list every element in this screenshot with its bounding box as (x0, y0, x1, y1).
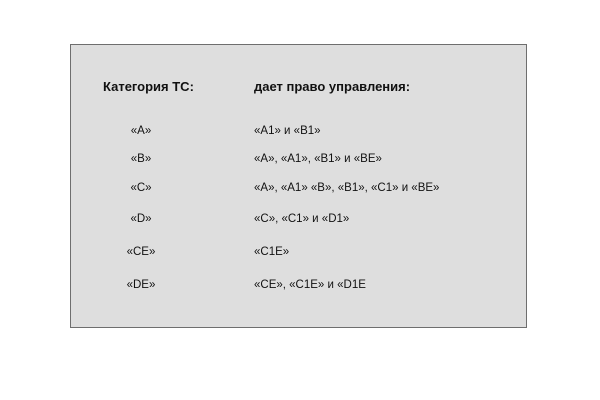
table-row (71, 153, 526, 169)
table-row (71, 182, 526, 198)
table-row (71, 279, 526, 295)
row-rights: «С», «С1» и «D1» (254, 213, 350, 225)
row-category: «В» (130, 153, 152, 165)
row-rights: «А», «А1», «В1» и «ВЕ» (254, 153, 382, 165)
header-rights: дает право управления: (254, 79, 411, 94)
category-rights-table (70, 44, 527, 328)
row-rights: «А1» и «В1» (254, 125, 321, 137)
row-rights: «СЕ», «С1Е» и «D1E (254, 279, 366, 291)
row-category: «D» (130, 213, 152, 225)
table-row (71, 246, 526, 262)
row-category: «DE» (126, 279, 156, 291)
row-category: «СЕ» (126, 246, 156, 258)
row-category: «А» (130, 125, 152, 137)
row-category: «С» (130, 182, 152, 194)
header-category: Категория ТС: (103, 79, 194, 94)
table-row (71, 213, 526, 229)
table-row (71, 125, 526, 141)
row-rights: «С1Е» (254, 246, 290, 258)
row-rights: «А», «А1» «В», «В1», «С1» и «ВЕ» (254, 182, 440, 194)
